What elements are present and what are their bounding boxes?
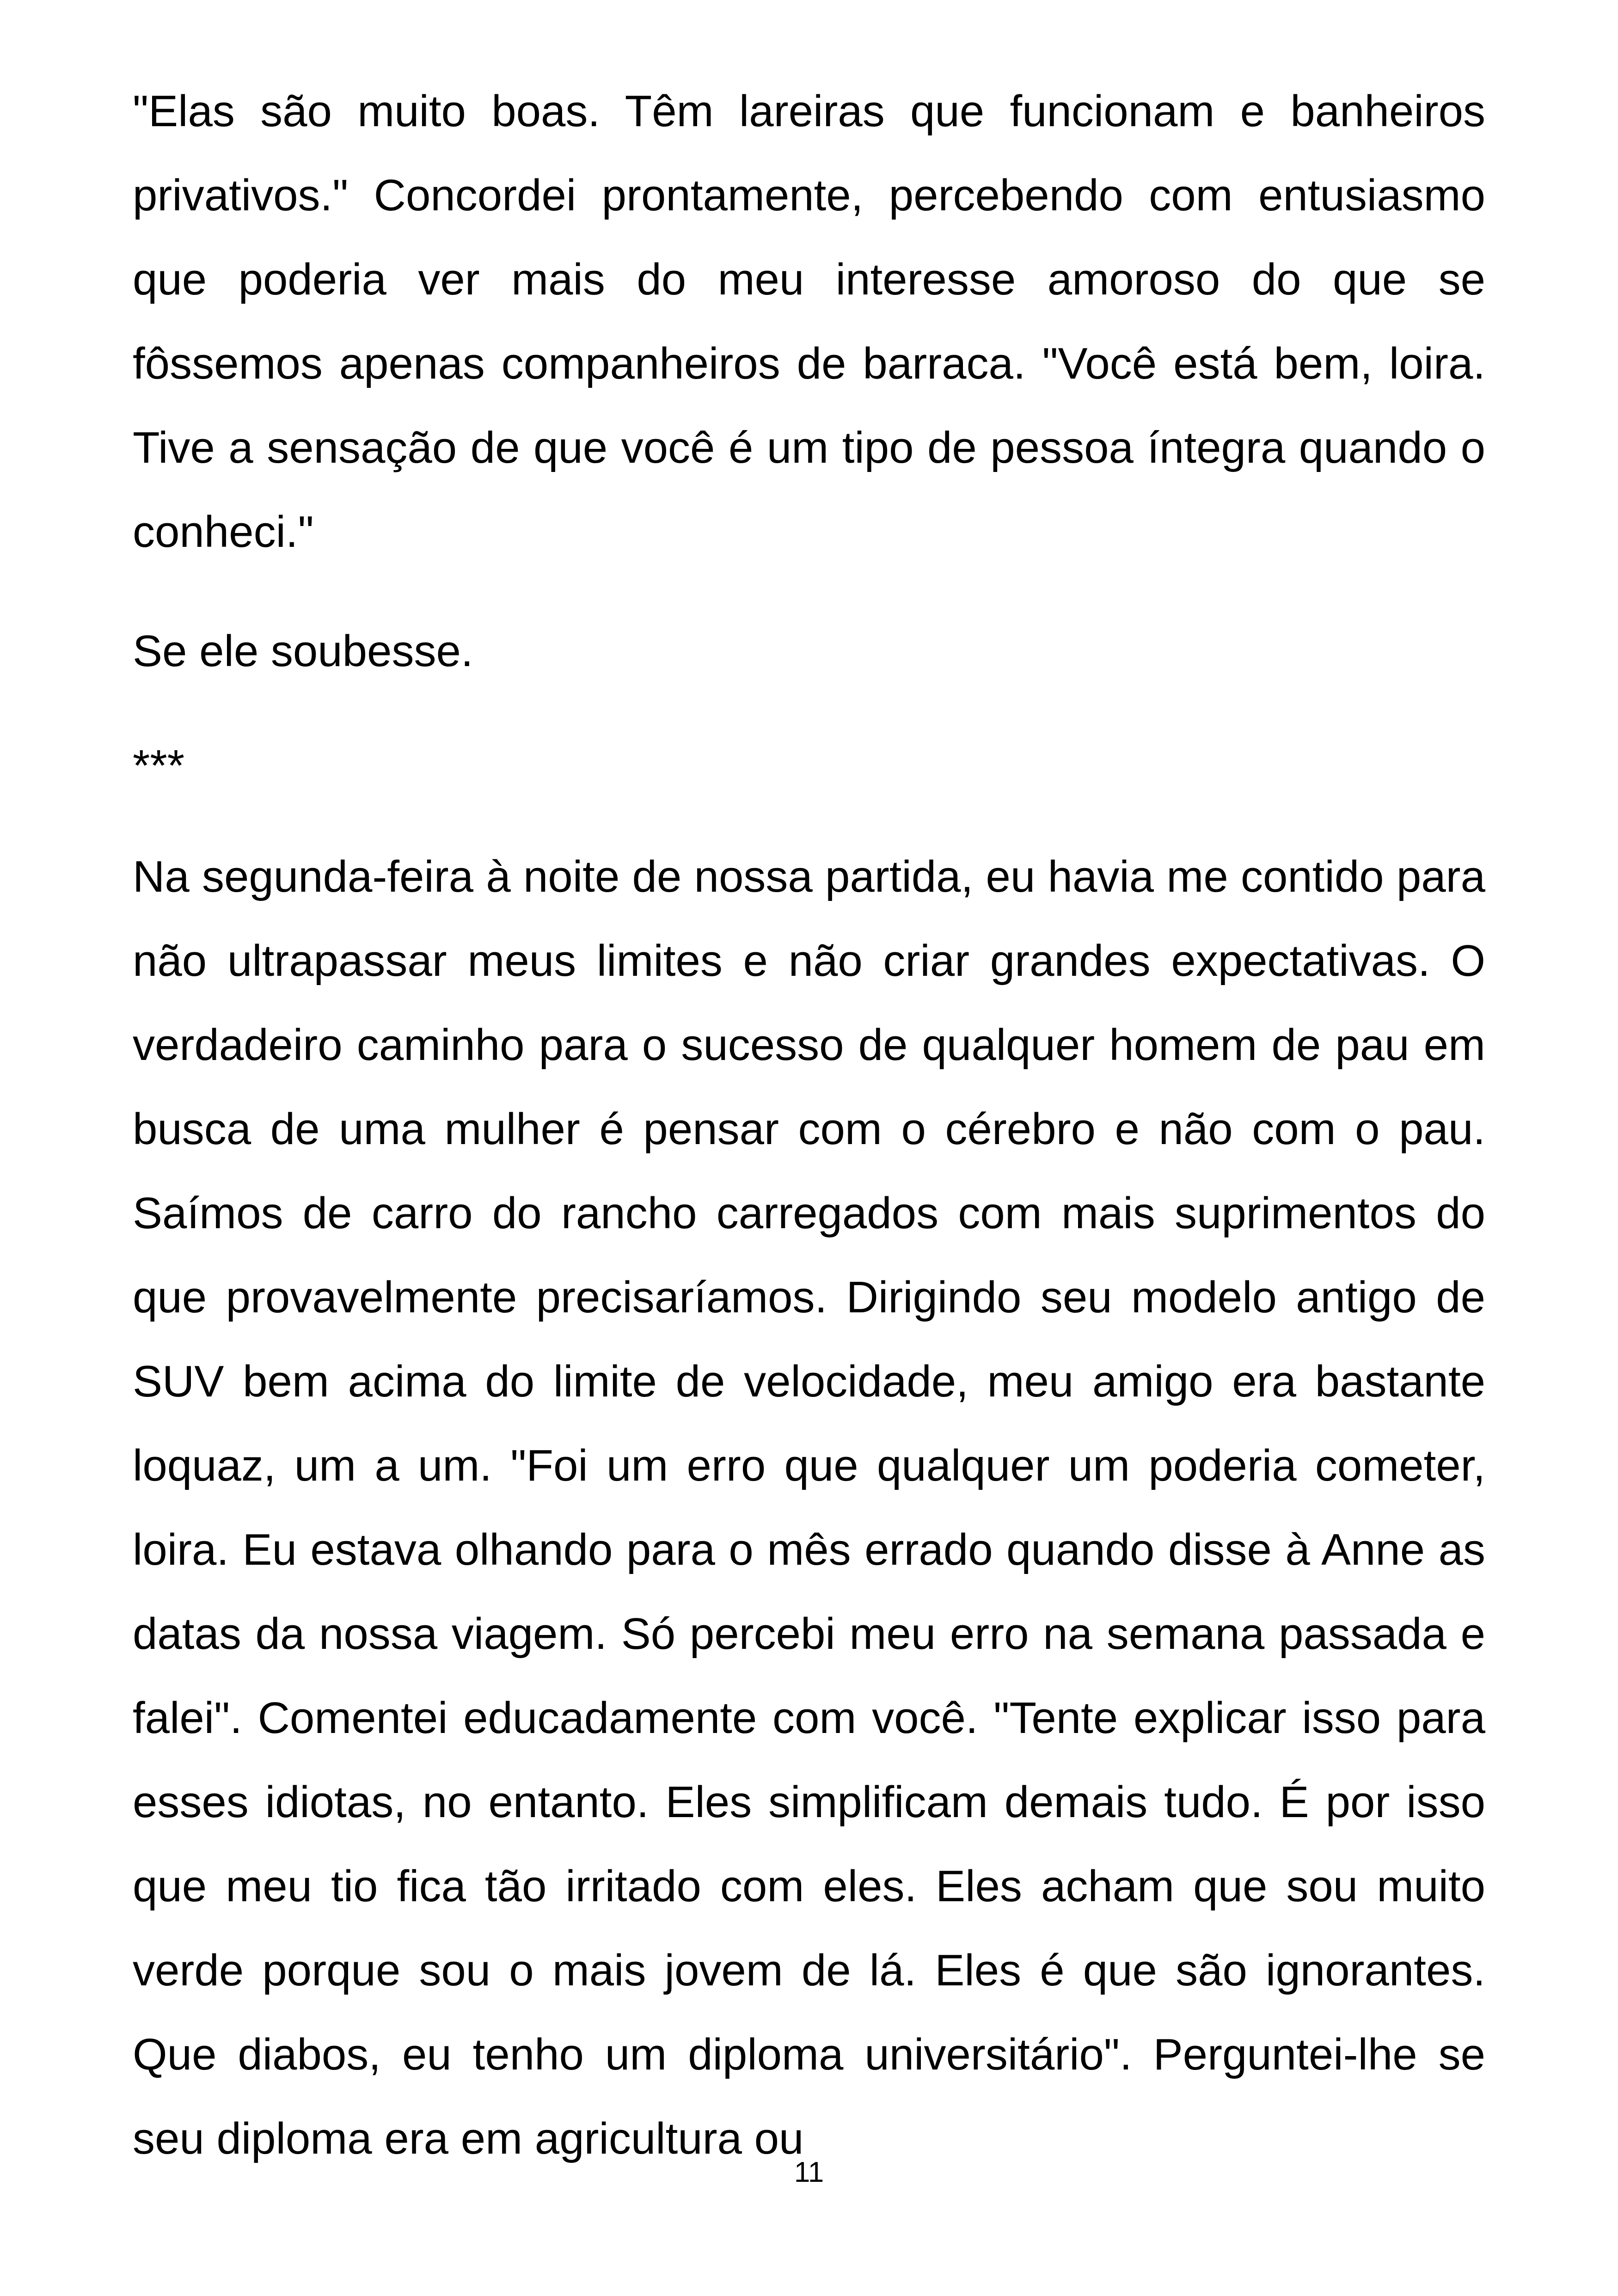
scene-separator: ***	[133, 741, 185, 790]
paragraph: Se ele soubesse.	[133, 626, 473, 676]
paragraph: Na segunda-feira à noite de nossa partida, eu havia me contido para não ultrapassar meus limites e não criar grandes expectativas. O verdadeiro caminho para o sucesso de qualquer homem de pau em busca de uma mulher é pensar com o cérebro e não com o pau. Saímos de carro do rancho carregados com mais suprimentos do que provavelmente precisaríamos. Dirigindo seu modelo antigo de SUV bem acima do limite de velocidade, meu amigo era bastante loquaz, um a um. "Foi um erro que qualquer um poderia cometer, loira. Eu estava olhando para o mês errado quando disse à Anne as datas da nossa viagem. Só percebi meu erro na semana passada e falei". Comentei educadamente com você. "Tente explicar isso para esses idiotas, no entanto. Eles simplificam demais tudo. É por isso que meu tio fica tão irritado com eles. Eles acham que sou muito verde porque sou o mais jovem de lá. Eles é que são ignorantes. Que diabos, eu tenho um diploma universitário". Perguntei-lhe se seu diploma era em agricultura ou	[133, 852, 1485, 2163]
paragraph: "Elas são muito boas. Têm lareiras que funcionam e banheiros privativos." Concordei prontamente, percebendo com entusiasmo que poderia ver mais do meu interesse amoroso do que se fôssemos apenas companheiros de barraca. "Você está bem, loira. Tive a sensação de que você é um tipo de pessoa íntegra quando o conheci."	[133, 86, 1485, 557]
page-number: 11	[794, 2156, 824, 2188]
